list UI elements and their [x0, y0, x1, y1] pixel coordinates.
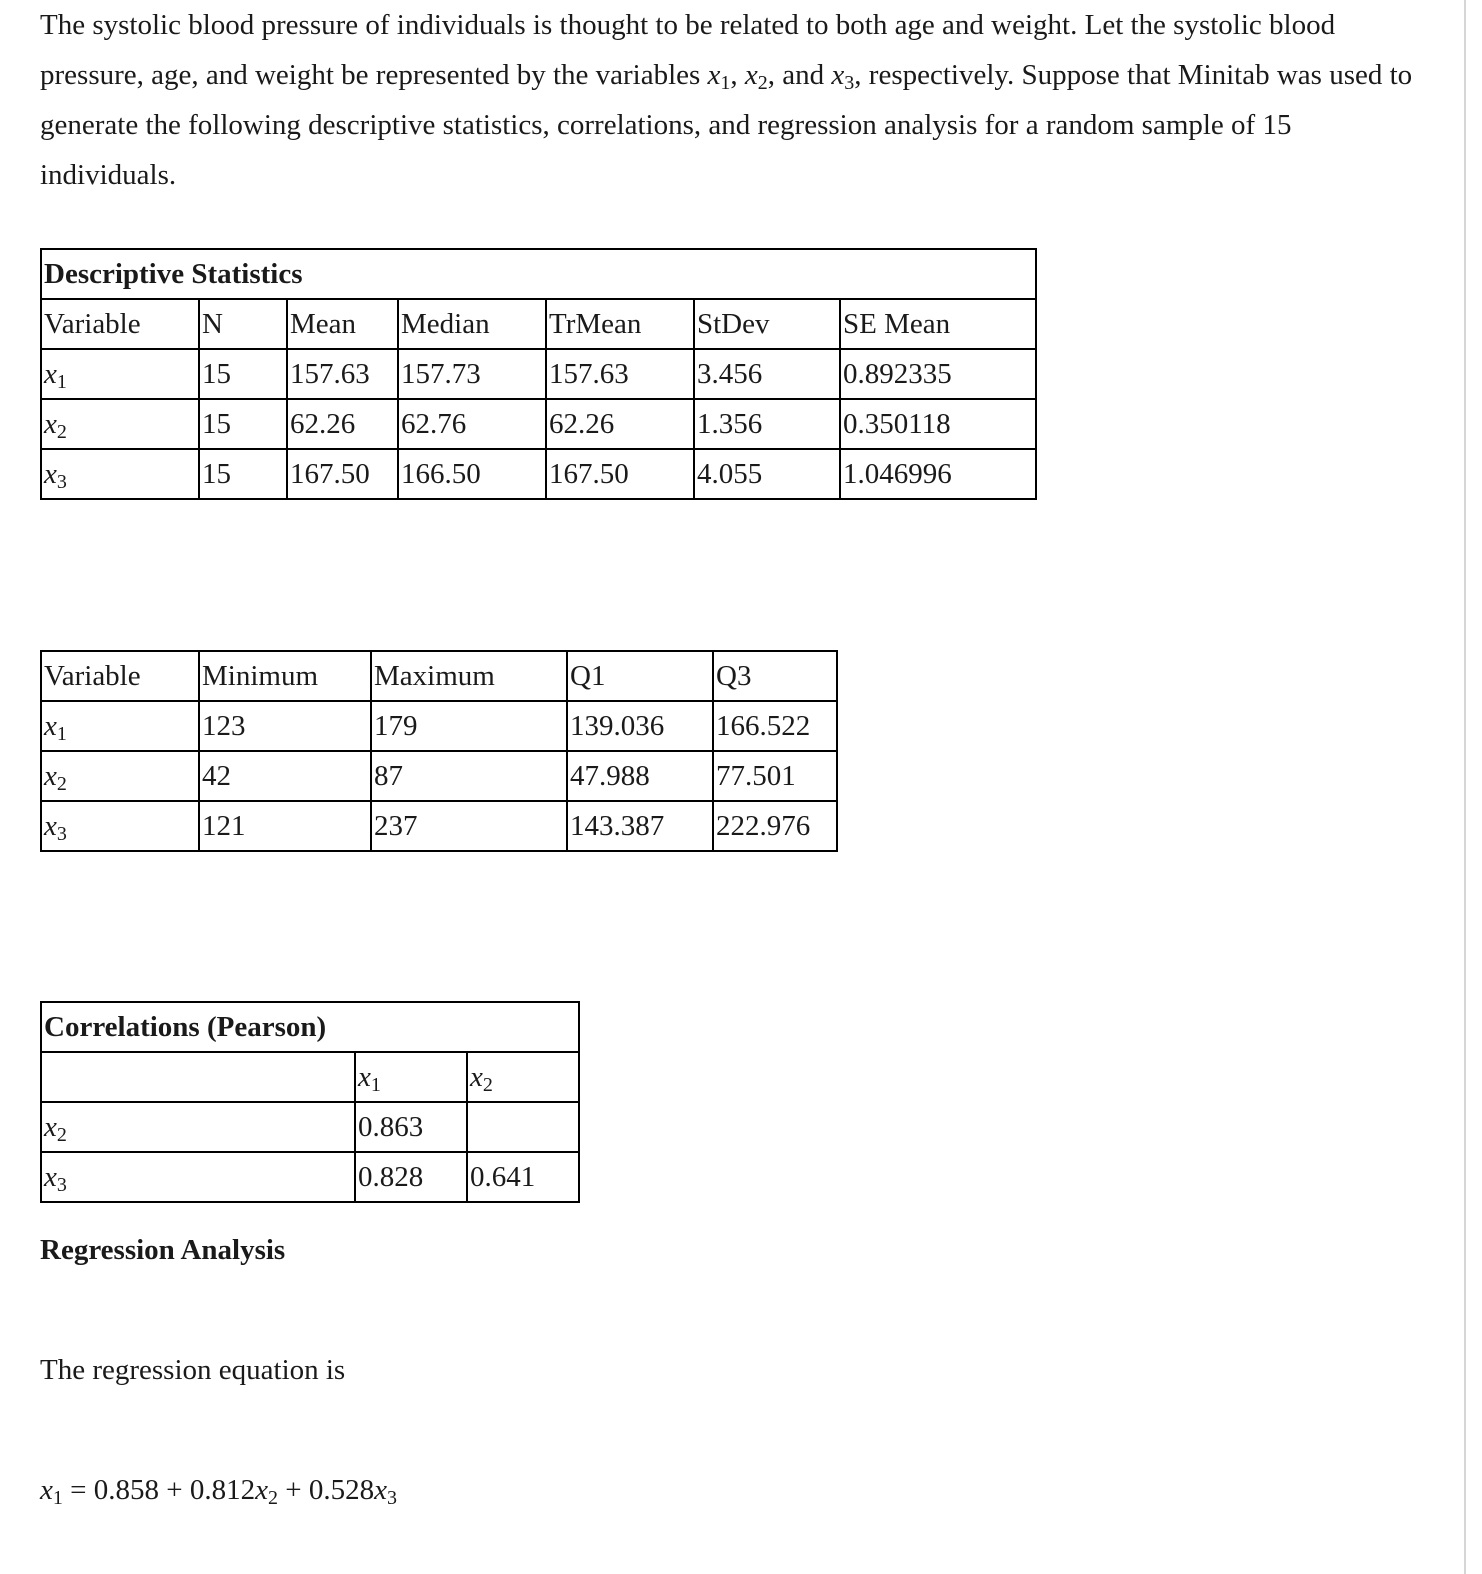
var-subscript: 2 — [56, 420, 67, 443]
table-cell: 62.26 — [546, 399, 694, 449]
regression-lead-text: The regression equation is — [40, 1354, 346, 1386]
header-cell: StDev — [694, 299, 840, 349]
header-cell — [467, 1052, 579, 1102]
table-cell: 0.892335 — [840, 349, 1036, 399]
variable-cell — [41, 801, 199, 851]
header-cell: N — [199, 299, 287, 349]
table-cell: 139.036 — [567, 701, 713, 751]
regression-equation — [40, 1474, 397, 1507]
var-subscript: 3 — [56, 1173, 67, 1196]
table-cell: 87 — [371, 751, 567, 801]
eq-var-x2: x — [255, 1474, 268, 1506]
variable-cell — [41, 449, 199, 499]
table-cell: 1.046996 — [840, 449, 1036, 499]
table-cell: 143.387 — [567, 801, 713, 851]
header-row — [41, 299, 1036, 349]
table-cell — [467, 1102, 579, 1152]
var-label: x — [44, 759, 57, 792]
table-row — [41, 751, 837, 801]
var-label: x — [44, 457, 57, 490]
header-cell: Q3 — [713, 651, 837, 701]
var-label: x — [44, 1160, 57, 1193]
eq-var-x3: x — [374, 1474, 387, 1506]
table-cell: 166.522 — [713, 701, 837, 751]
table-cell: 157.73 — [398, 349, 546, 399]
header-cell: SE Mean — [840, 299, 1036, 349]
eq-part-a: = 0.858 + 0.812 — [62, 1474, 256, 1506]
table-cell: 0.641 — [467, 1152, 579, 1202]
header-cell: TrMean — [546, 299, 694, 349]
table-cell: 4.055 — [694, 449, 840, 499]
var-subscript: 1 — [56, 722, 67, 745]
eq-var-x3-sub: 3 — [386, 1487, 397, 1509]
table-cell: 62.76 — [398, 399, 546, 449]
var-label: x — [470, 1060, 483, 1093]
var-subscript: 3 — [56, 470, 67, 493]
table-cell: 167.50 — [287, 449, 398, 499]
table-cell: 222.976 — [713, 801, 837, 851]
variable-cell — [41, 1102, 355, 1152]
table-cell: 237 — [371, 801, 567, 851]
table-cell: 123 — [199, 701, 371, 751]
table-row — [41, 1102, 579, 1152]
header-cell: Minimum — [199, 651, 371, 701]
range-quartile-table — [40, 650, 838, 852]
table-cell: 157.63 — [546, 349, 694, 399]
table-row — [41, 1152, 579, 1202]
intro-text-1: The systolic blood pressure of individuals is thought to be related to both age and weight. Let the systolic blood pressure, age, and weight be represented by the variables — [40, 9, 1336, 91]
header-cell: Variable — [41, 299, 199, 349]
table-cell: 15 — [199, 449, 287, 499]
intro-paragraph — [40, 0, 1430, 200]
variable-cell — [41, 349, 199, 399]
table-cell: 47.988 — [567, 751, 713, 801]
table-caption-row — [41, 249, 1036, 299]
header-cell-empty — [41, 1052, 355, 1102]
var-label: x — [44, 709, 57, 742]
header-row — [41, 651, 837, 701]
table-cell: 77.501 — [713, 751, 837, 801]
table-row — [41, 801, 837, 851]
table-cell: 157.63 — [287, 349, 398, 399]
var-x3-sub: 3 — [844, 72, 855, 94]
table-cell: 179 — [371, 701, 567, 751]
header-cell: Q1 — [567, 651, 713, 701]
table-cell: 0.863 — [355, 1102, 467, 1152]
var-x2-sub: 2 — [757, 72, 768, 94]
right-edge-divider — [1464, 0, 1482, 1574]
eq-part-b: + 0.528 — [277, 1474, 375, 1506]
descriptive-title: Descriptive Statistics — [41, 249, 1036, 299]
var-label: x — [358, 1060, 371, 1093]
header-cell: Variable — [41, 651, 199, 701]
variable-cell — [41, 1152, 355, 1202]
table-row — [41, 449, 1036, 499]
table-row — [41, 399, 1036, 449]
header-cell — [355, 1052, 467, 1102]
descriptive-statistics-table — [40, 248, 1037, 500]
table-cell: 15 — [199, 349, 287, 399]
variable-cell — [41, 751, 199, 801]
var-x1-sub: 1 — [720, 72, 731, 94]
var-subscript: 1 — [56, 370, 67, 393]
var-x1: x — [707, 59, 721, 91]
table-cell: 0.350118 — [840, 399, 1036, 449]
table-cell: 166.50 — [398, 449, 546, 499]
header-cell: Maximum — [371, 651, 567, 701]
header-cell: Median — [398, 299, 546, 349]
var-label: x — [44, 357, 57, 390]
eq-var-x1: x — [40, 1474, 53, 1506]
var-subscript: 1 — [370, 1073, 381, 1096]
header-row — [41, 1052, 579, 1102]
table-cell: 167.50 — [546, 449, 694, 499]
eq-var-x2-sub: 2 — [267, 1487, 278, 1509]
var-x2: x — [744, 59, 758, 91]
table-row — [41, 701, 837, 751]
table-cell: 62.26 — [287, 399, 398, 449]
var-subscript: 2 — [56, 772, 67, 795]
correlations-title: Correlations (Pearson) — [41, 1002, 579, 1052]
var-label: x — [44, 1110, 57, 1143]
table-row — [41, 349, 1036, 399]
table-cell: 0.828 — [355, 1152, 467, 1202]
var-subscript: 3 — [56, 822, 67, 845]
correlations-table — [40, 1001, 580, 1203]
eq-var-x1-sub: 1 — [52, 1487, 63, 1509]
intro-sep-2: , and — [767, 59, 832, 91]
table-cell: 1.356 — [694, 399, 840, 449]
intro-sep-1: , — [730, 59, 745, 91]
var-subscript: 2 — [56, 1123, 67, 1146]
table-caption-row — [41, 1002, 579, 1052]
header-cell: Mean — [287, 299, 398, 349]
var-label: x — [44, 407, 57, 440]
table-cell: 121 — [199, 801, 371, 851]
regression-heading: Regression Analysis — [40, 1234, 286, 1266]
intro-text-2: , respectively. Suppose that Minitab was used to generate the following descriptive statistics, correlations, and regression analysis for a random sample of 15 individuals. — [40, 59, 1413, 191]
var-label: x — [44, 809, 57, 842]
variable-cell — [41, 399, 199, 449]
table-cell: 42 — [199, 751, 371, 801]
variable-cell — [41, 701, 199, 751]
table-cell: 15 — [199, 399, 287, 449]
problem-statement — [40, 0, 1430, 200]
table-cell: 3.456 — [694, 349, 840, 399]
var-subscript: 2 — [482, 1073, 493, 1096]
var-x3: x — [831, 59, 845, 91]
